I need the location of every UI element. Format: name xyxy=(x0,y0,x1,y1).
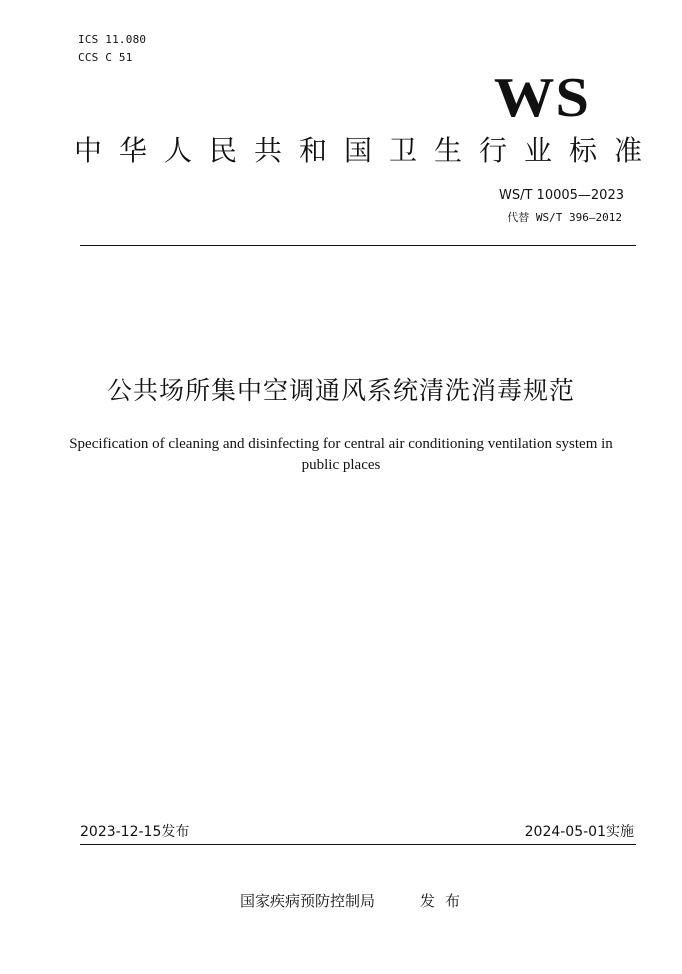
standard-title-chinese: 公共场所集中空调通风系统清洗消毒规范 xyxy=(106,376,575,405)
standard-number: WS/T 10005—2023 xyxy=(499,188,624,203)
publish-label: 发布 xyxy=(420,892,471,910)
issuing-authority-heading: 中华人民共和国卫生行业标准 xyxy=(74,134,660,167)
ws-logo: WS xyxy=(493,67,590,129)
implementation-date: 2024-05-01实施 xyxy=(524,824,634,840)
bottom-divider xyxy=(80,844,636,845)
ccs-code: CCS C 51 xyxy=(78,51,133,64)
top-divider xyxy=(80,245,636,246)
replaces-standard: 代替 WS/T 396—2012 xyxy=(507,211,622,224)
standard-title-english: Specification of cleaning and disinfecting for central air conditioning ventilation system in public places xyxy=(69,436,613,473)
ics-code: ICS 11.080 xyxy=(78,33,147,46)
issue-date: 2023-12-15发布 xyxy=(80,824,190,840)
publisher-name: 国家疾病预防控制局 xyxy=(240,892,376,910)
